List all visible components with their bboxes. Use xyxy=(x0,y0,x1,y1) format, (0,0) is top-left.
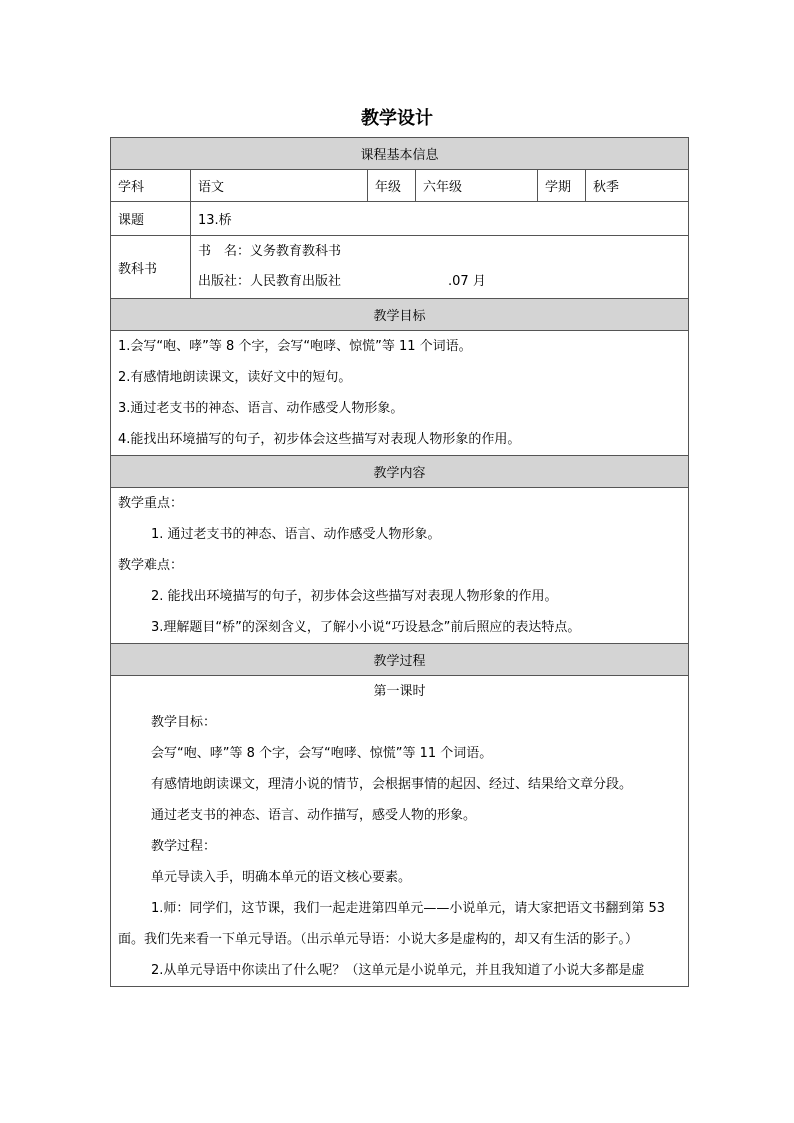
topic-value: 13.桥 xyxy=(191,202,689,236)
grade-label: 年级 xyxy=(368,170,416,202)
term-value: 秋季 xyxy=(586,170,689,202)
key-point-item: 1. 通过老支书的神态、语言、动作感受人物形象。 xyxy=(151,527,441,542)
process-objective-item: 通过老支书的神态、语言、动作描写，感受人物的形象。 xyxy=(151,808,477,823)
section-header-process: 教学过程 xyxy=(111,644,689,676)
process-step-1: 1.师：同学们，这节课，我们一起走进第四单元——小说单元，请大家把语文书翻到第 53 面。我们先来看一下单元导语。（出示单元导语：小说大多是虚构的，却又有生活的影子。） xyxy=(118,901,666,947)
lesson-title: 第一课时 xyxy=(373,684,426,699)
publish-date: .07 月 xyxy=(448,274,486,289)
objectives-list xyxy=(111,331,689,456)
subject-value: 语文 xyxy=(191,170,368,202)
difficult-points-label: 教学难点： xyxy=(118,558,184,573)
section-header-content: 教学内容 xyxy=(111,456,689,488)
key-points-label: 教学重点： xyxy=(118,496,184,511)
process-objectives-label: 教学目标： xyxy=(151,715,217,730)
book-name-label: 书 名： xyxy=(198,244,251,259)
difficult-point-item: 2. 能找出环境描写的句子，初步体会这些描写对表现人物形象的作用。 xyxy=(151,589,558,604)
book-name-value: 义务教育教科书 xyxy=(250,244,342,259)
textbook-info xyxy=(191,236,689,299)
term-label: 学期 xyxy=(538,170,586,202)
textbook-label: 教科书 xyxy=(111,236,191,299)
objective-item: 3.通过老支书的神态、语言、动作感受人物形象。 xyxy=(118,401,404,416)
subject-label: 学科 xyxy=(111,170,191,202)
book-name-line xyxy=(198,237,681,267)
section-header-objectives: 教学目标 xyxy=(111,299,689,331)
difficult-point-item: 3.理解题目“桥”的深刻含义，了解小小说“巧设悬念”前后照应的表达特点。 xyxy=(151,620,581,635)
topic-label: 课题 xyxy=(111,202,191,236)
publisher-line xyxy=(198,267,681,297)
objective-item: 2.有感情地朗读课文，读好文中的短句。 xyxy=(118,370,352,385)
step-title: 单元导读入手，明确本单元的语文核心要素。 xyxy=(151,870,412,885)
process-block xyxy=(111,676,689,987)
section-header-basic-info: 课程基本信息 xyxy=(111,138,689,170)
lesson-plan-table xyxy=(110,137,689,987)
objective-item: 4.能找出环境描写的句子，初步体会这些描写对表现人物形象的作用。 xyxy=(118,432,521,447)
process-step-2: 2.从单元导语中你读出了什么呢？（这单元是小说单元，并且我知道了小说大多都是虚 xyxy=(151,963,645,978)
objective-item: 1.会写“咆、哮”等 8 个字，会写“咆哮、惊慌”等 11 个词语。 xyxy=(118,339,472,354)
publisher-label: 出版社： xyxy=(198,274,251,289)
process-objective-item: 会写“咆、哮”等 8 个字，会写“咆哮、惊慌”等 11 个词语。 xyxy=(151,746,493,761)
process-steps-label: 教学过程： xyxy=(151,839,217,854)
process-objective-item: 有感情地朗读课文，理清小说的情节，会根据事情的起因、经过、结果给文章分段。 xyxy=(151,777,633,792)
grade-value: 六年级 xyxy=(416,170,538,202)
page-title: 教学设计 xyxy=(361,108,433,129)
content-block xyxy=(111,488,689,644)
publisher-value: 人民教育出版社 xyxy=(250,274,342,289)
